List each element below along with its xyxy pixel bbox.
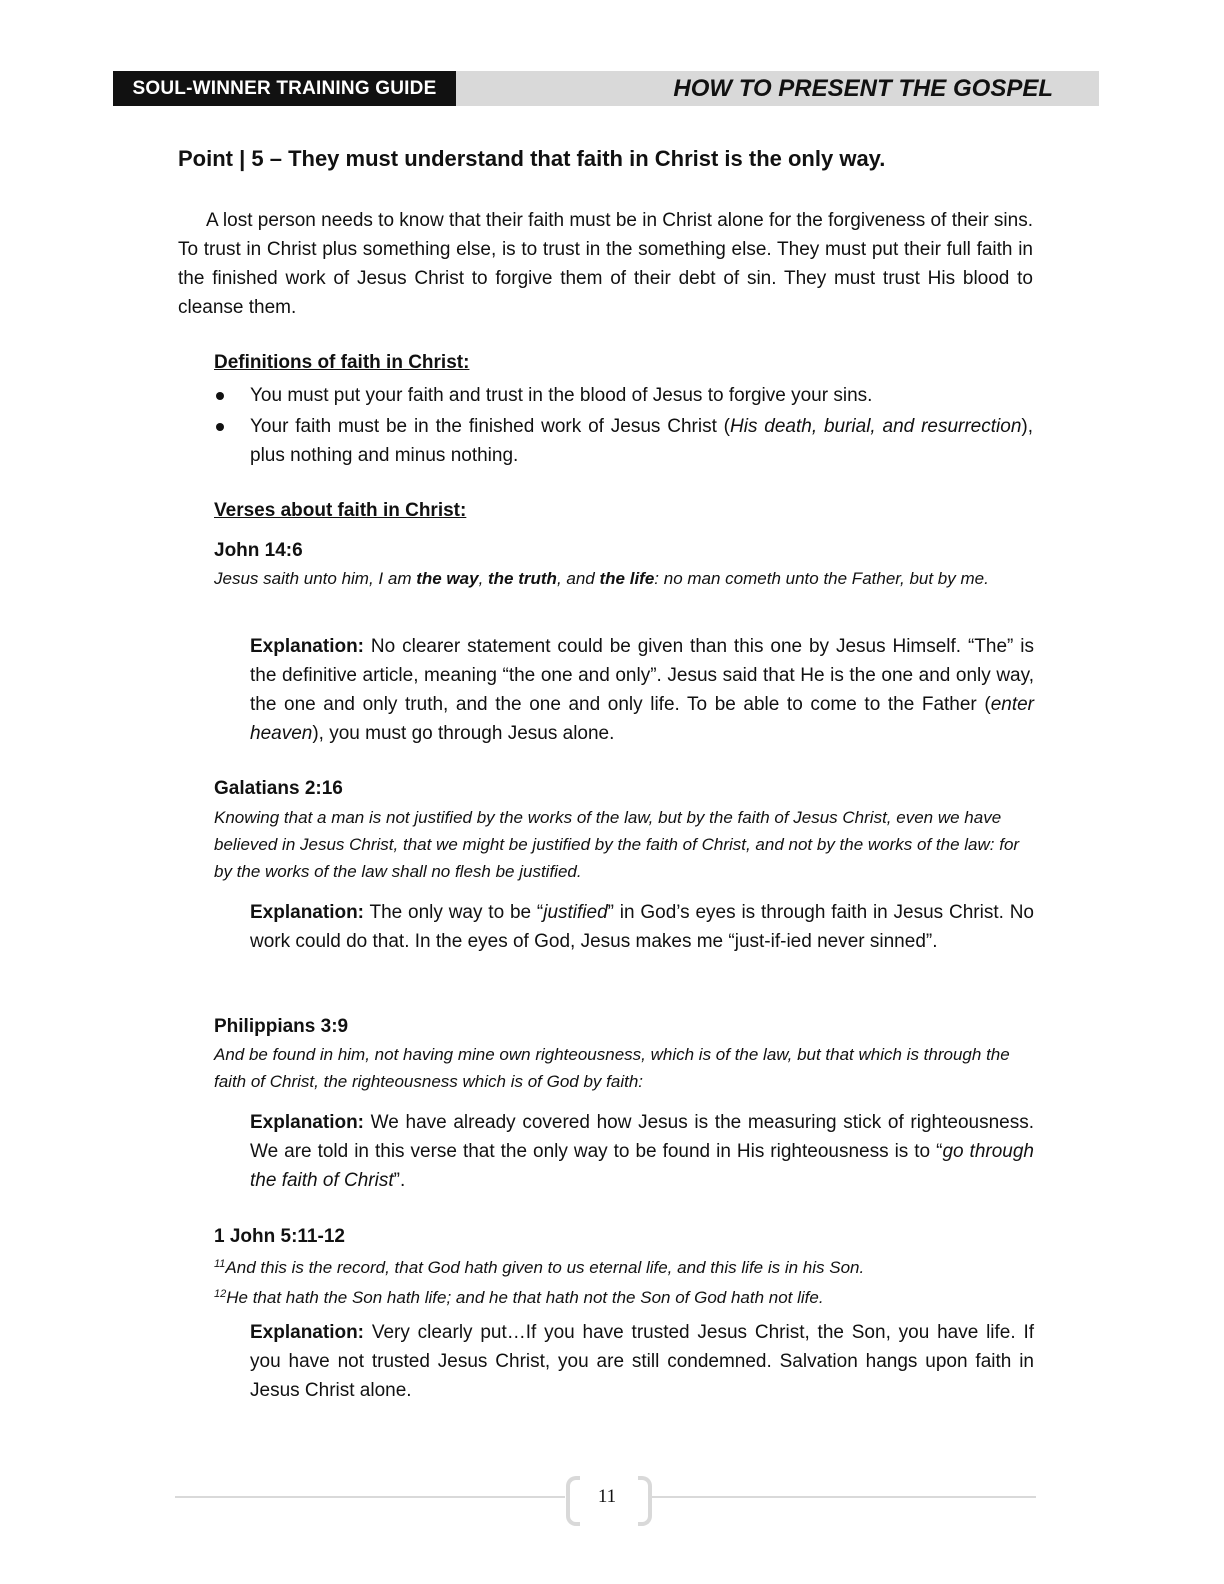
right-brace-icon [638, 1476, 652, 1526]
verse-number: 12 [214, 1288, 227, 1300]
verse-text [214, 1251, 1034, 1311]
verse-line: $^{11}$And this is the record, that God hath given to us eternal life, and this life is in his Son. [214, 1258, 865, 1277]
verse-line: $^{12}$He that hath the Son hath life; and he that hath not the Son of God hath not life. [214, 1288, 824, 1307]
verse-text: Knowing that a man is not justified by the works of the law, but by the faith of Jesus Christ, even we have believed in Jesus Christ, that we might be justified by the faith of Christ, and not by the works of the law: for by the works of the law shall no flesh be justified. [214, 808, 1020, 881]
definition-text-pre: Your faith must be in the finished work of Jesus Christ ( [250, 416, 731, 437]
explanation: Explanation: The only way to be “justified” in God’s eyes is through faith in Jesus Christ. No work could do that. In the eyes of God, Jesus makes me “just-if-ied never sinned”. [250, 902, 1034, 952]
guide-title: SOUL-WINNER TRAINING GUIDE [113, 71, 456, 106]
point-title: Point | 5 – They must understand that faith in Christ is the only way. [178, 146, 886, 171]
explanation: Explanation: We have already covered how Jesus is the measuring stick of righteousness. We are told in this verse that the only way to be found in His righteousness is to “go through the faith of Christ”. [250, 1112, 1034, 1191]
bullet-icon [216, 392, 224, 400]
explanation-label: Explanation: [250, 1322, 365, 1343]
section-title: HOW TO PRESENT THE GOSPEL [673, 75, 1053, 102]
footer-divider-left [175, 1496, 565, 1498]
explanation-label: Explanation: [250, 636, 365, 657]
explanation: Explanation: Very clearly put…If you have trusted Jesus Christ, the Son, you have life. If you have not trusted Jesus Christ, you are still condemned. Salvation hangs upon faith in Jesus Christ alone. [250, 1322, 1034, 1401]
verse-text: Jesus saith unto him, I am the way, the truth, and the life: no man cometh unto the Father, but by me. [214, 569, 989, 588]
list-item [214, 412, 1033, 470]
footer-divider-right [648, 1496, 1036, 1498]
list-item [214, 381, 1033, 410]
explanation-label: Explanation: [250, 1112, 365, 1133]
definition-text: You must put your faith and trust in the blood of Jesus to forgive your sins. [250, 385, 873, 406]
verse-text: And be found in him, not having mine own righteousness, which is of the law, but that which is through the faith of Christ, the righteousness which is of God by faith: [214, 1045, 1010, 1091]
definition-text-post: ), plus nothing and minus nothing. [250, 416, 1033, 466]
left-brace-icon [566, 1476, 580, 1526]
explanation-label: Explanation: [250, 902, 365, 923]
definition-text-italic: His death, burial, and resurrection [730, 416, 1022, 437]
verses-heading: Verses about faith in Christ: [214, 500, 467, 521]
page-number: 11 [597, 1486, 617, 1507]
verse-reference: Philippians 3:9 [214, 1016, 349, 1037]
definitions-heading: Definitions of faith in Christ: [214, 352, 470, 373]
verse-reference: 1 John 5:11-12 [214, 1226, 345, 1247]
verse-number: 11 [214, 1258, 226, 1270]
verse-reference: Galatians 2:16 [214, 778, 343, 799]
verse-reference: John 14:6 [214, 540, 303, 561]
definitions-list [214, 381, 1033, 472]
intro-paragraph: A lost person needs to know that their faith must be in Christ alone for the forgiveness of their sins. To trust in Christ plus something else, is to trust in the something else. They must put their full faith in the finished work of Jesus Christ to forgive them of their debt of sin. They must trust His blood to cleanse them. [178, 210, 1033, 318]
explanation: Explanation: No clearer statement could be given than this one by Jesus Himself. “The” is the definitive article, meaning “the one and only”. Jesus said that He is the one and only way, the one and only truth, and the one and only life. To be able to come to the Father (enter heaven), you must go through Jesus alone. [250, 636, 1034, 744]
page-header [113, 71, 1099, 106]
bullet-icon [216, 423, 224, 431]
